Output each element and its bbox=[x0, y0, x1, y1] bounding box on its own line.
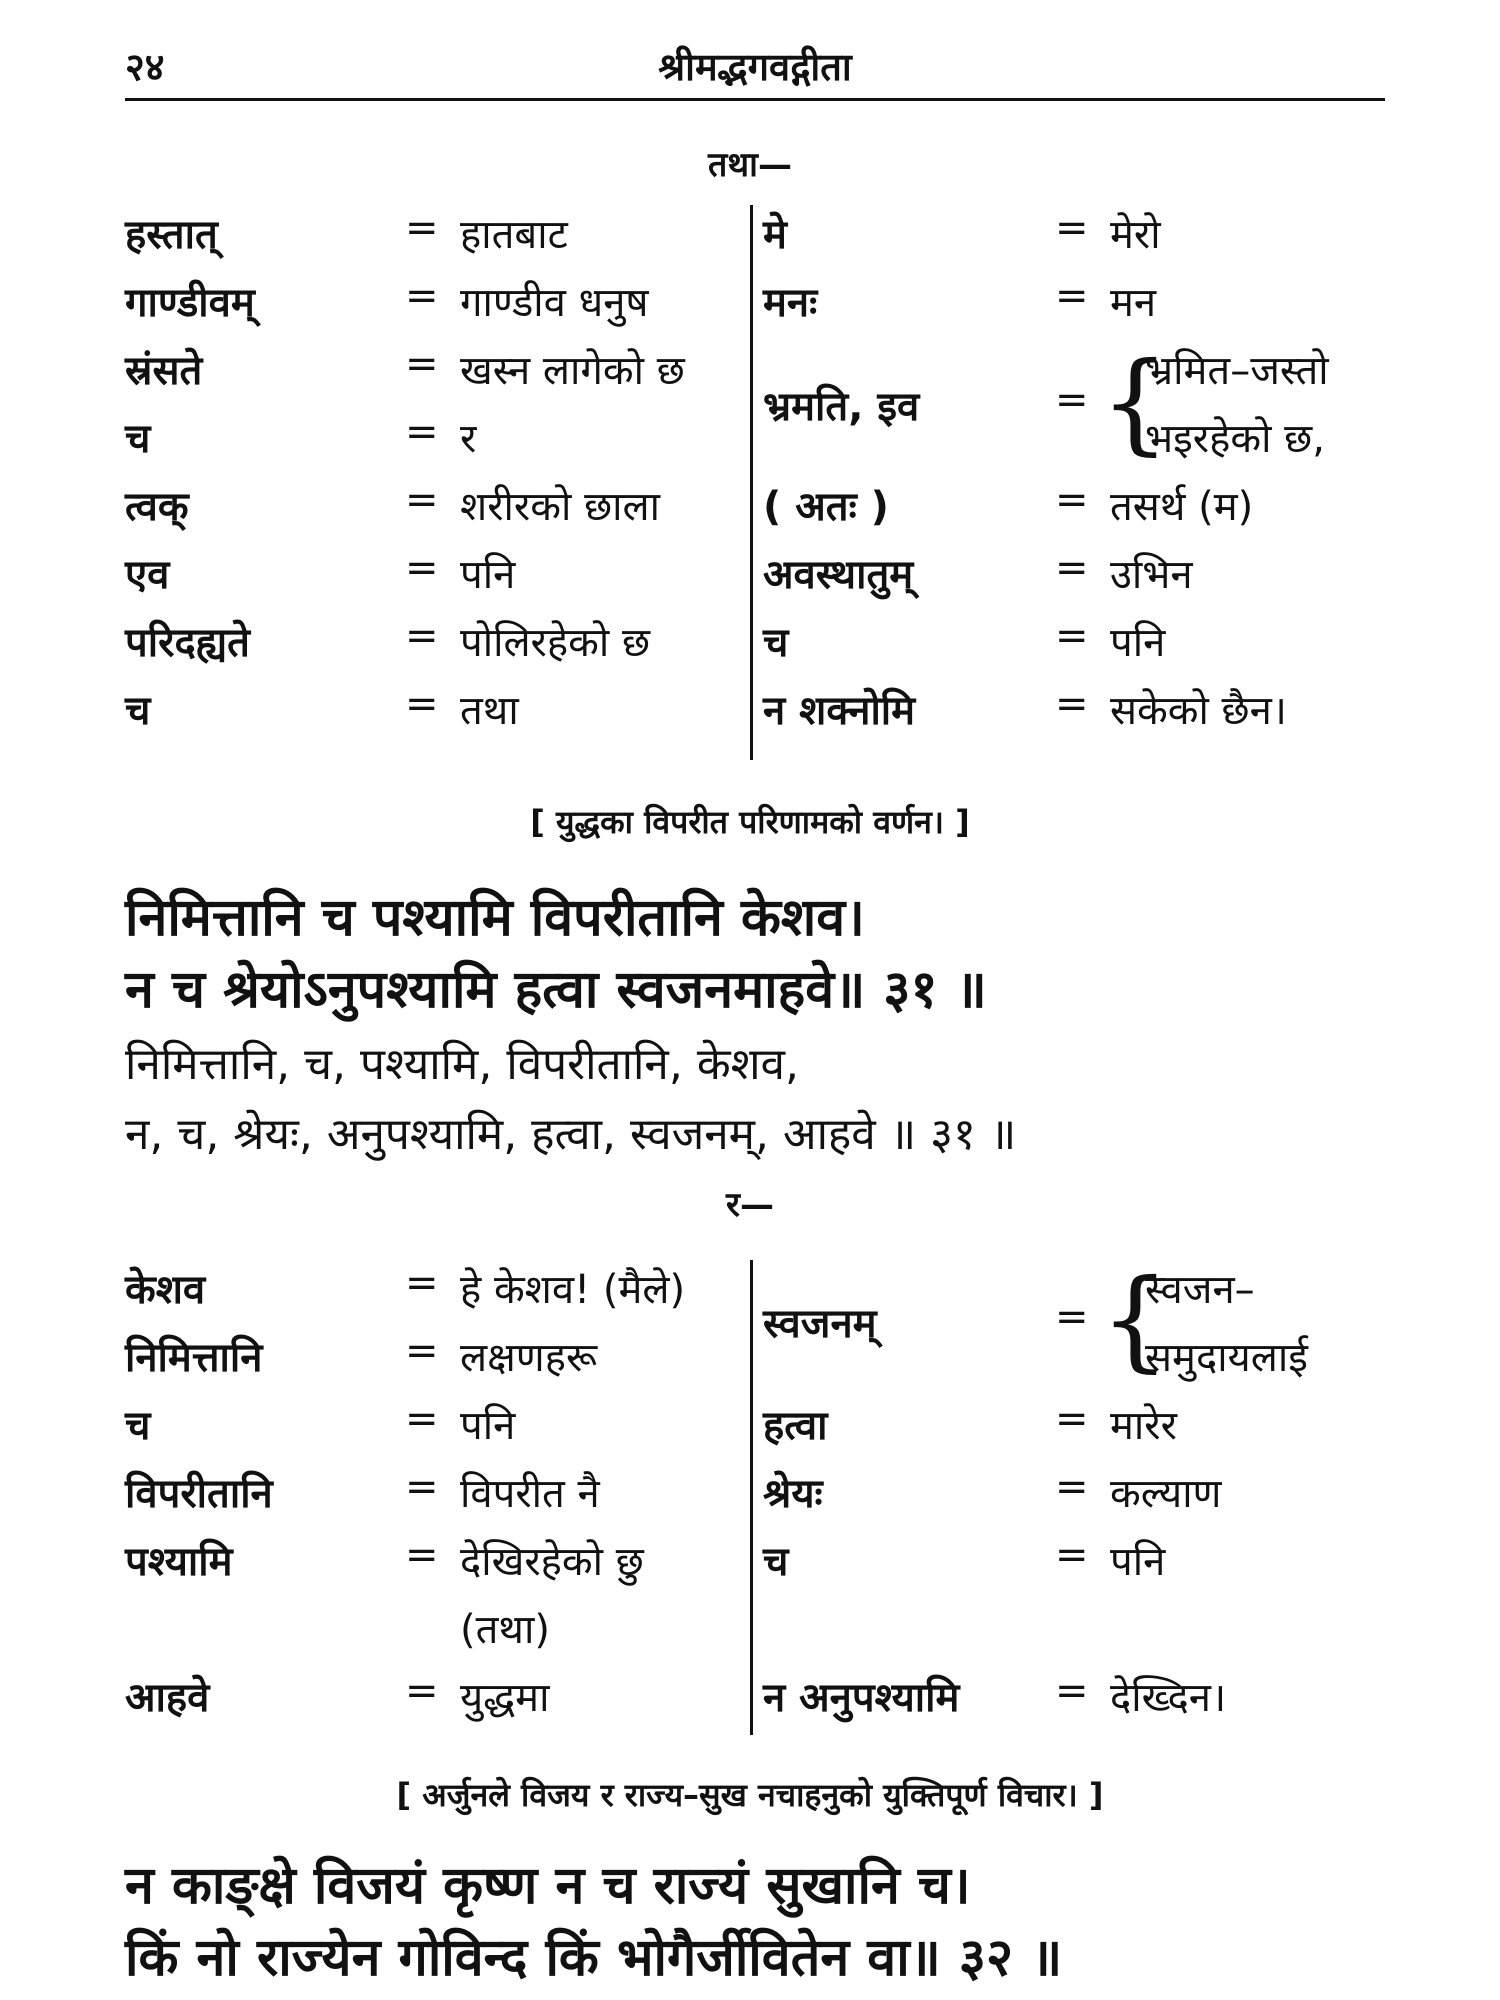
section2-intro: र— bbox=[726, 1185, 774, 1225]
page-number: २४ bbox=[125, 45, 165, 89]
sanskrit-word: न अनुपश्यामि bbox=[763, 1675, 960, 1721]
equals-sign: = bbox=[1055, 681, 1089, 727]
section-heading: [ अर्जुनले विजय र राज्य–सुख नचाहनुको युक्तिपूर्ण विचार। ] bbox=[396, 1776, 1104, 1814]
gloss-row bbox=[125, 1464, 1385, 1530]
running-title: श्रीमद्भगवद्गीता bbox=[658, 45, 852, 89]
equals-sign: = bbox=[1055, 205, 1089, 251]
sanskrit-word: विपरीतानि bbox=[125, 1471, 273, 1517]
nepali-meaning: हातबाट bbox=[460, 212, 568, 258]
nepali-meaning: युद्धमा bbox=[460, 1675, 550, 1721]
brace-mark: { bbox=[1100, 338, 1170, 466]
page-header bbox=[125, 40, 1385, 101]
gloss-row bbox=[125, 1396, 1385, 1462]
nepali-meaning: तथा bbox=[460, 688, 519, 734]
equals-sign: = bbox=[405, 409, 439, 455]
sanskrit-word: स्रंसते bbox=[125, 348, 203, 394]
equals-sign: = bbox=[1055, 613, 1089, 659]
sanskrit-word: च bbox=[125, 1403, 151, 1449]
nepali-meaning: देख्दिन। bbox=[1110, 1675, 1227, 1721]
nepali-meaning: हे केशव! (मैले) bbox=[460, 1267, 686, 1313]
sanskrit-word: निमित्तानि bbox=[125, 1335, 263, 1381]
equals-sign: = bbox=[405, 1260, 439, 1306]
equals-sign: = bbox=[1055, 1294, 1089, 1340]
sanskrit-word: एव bbox=[125, 552, 170, 598]
sanskrit-word: च bbox=[125, 688, 151, 734]
sanskrit-word: हस्तात् bbox=[125, 212, 218, 258]
sanskrit-word: च bbox=[763, 1539, 789, 1585]
sanskrit-word: केशव bbox=[125, 1267, 206, 1313]
sanskrit-word: हत्वा bbox=[763, 1403, 828, 1449]
gloss-row bbox=[125, 1668, 1385, 1734]
equals-sign: = bbox=[405, 1464, 439, 1510]
equals-sign: = bbox=[1055, 545, 1089, 591]
equals-sign: = bbox=[405, 477, 439, 523]
equals-sign: = bbox=[1055, 273, 1089, 319]
equals-sign: = bbox=[405, 1396, 439, 1442]
gloss-table-1 bbox=[125, 205, 1385, 760]
section1-intro: तथा— bbox=[708, 145, 792, 185]
gloss-row bbox=[125, 1532, 1385, 1598]
sanskrit-word: मे bbox=[763, 212, 787, 258]
nepali-meaning: भ्रमित–जस्तो bbox=[1145, 348, 1329, 394]
sanskrit-word: पश्यामि bbox=[125, 1539, 233, 1585]
gloss-table-2 bbox=[125, 1255, 1385, 1735]
nepali-meaning: स्वजन– bbox=[1145, 1267, 1255, 1313]
sanskrit-word: मनः bbox=[763, 280, 818, 326]
nepali-meaning: पनि bbox=[1110, 620, 1166, 666]
equals-sign: = bbox=[405, 613, 439, 659]
nepali-meaning: मेरो bbox=[1110, 212, 1161, 258]
gloss-row bbox=[125, 545, 1385, 611]
equals-sign: = bbox=[1055, 1396, 1089, 1442]
nepali-meaning: खस्न लागेको छ bbox=[460, 348, 685, 394]
sanskrit-word: आहवे bbox=[125, 1675, 210, 1721]
sanskrit-word: भ्रमति, इव bbox=[763, 384, 920, 430]
sanskrit-word: गाण्डीवम् bbox=[125, 280, 255, 326]
equals-sign: = bbox=[405, 1532, 439, 1578]
gloss-row bbox=[125, 477, 1385, 543]
nepali-meaning: सकेको छैन। bbox=[1110, 688, 1287, 734]
sanskrit-word: च bbox=[125, 416, 151, 462]
sanskrit-word: श्रेयः bbox=[763, 1471, 823, 1517]
sanskrit-word: परिदह्यते bbox=[125, 620, 250, 666]
nepali-meaning: पनि bbox=[460, 552, 516, 598]
gloss-row bbox=[125, 1600, 1385, 1666]
equals-sign: = bbox=[405, 341, 439, 387]
equals-sign: = bbox=[1055, 477, 1089, 523]
word-split-line: निमित्तानि, च, पश्यामि, विपरीतानि, केशव, bbox=[125, 1039, 799, 1090]
nepali-meaning: मारेर bbox=[1110, 1403, 1177, 1449]
nepali-meaning: कल्याण bbox=[1110, 1471, 1222, 1517]
gloss-row bbox=[125, 273, 1385, 339]
equals-sign: = bbox=[405, 681, 439, 727]
sanskrit-word: च bbox=[763, 620, 789, 666]
section-heading: [ युद्धका विपरीत परिणामको वर्णन। ] bbox=[530, 803, 970, 841]
equals-sign: = bbox=[405, 205, 439, 251]
nepali-meaning: पनि bbox=[460, 1403, 516, 1449]
nepali-meaning: देखिरहेको छु bbox=[460, 1539, 644, 1585]
sanskrit-word: न शक्नोमि bbox=[763, 688, 916, 734]
gloss-row bbox=[125, 613, 1385, 679]
equals-sign: = bbox=[405, 545, 439, 591]
sanskrit-word: ( अतः ) bbox=[763, 484, 889, 530]
nepali-meaning: शरीरको छाला bbox=[460, 484, 660, 530]
equals-sign: = bbox=[1055, 1532, 1089, 1578]
word-split-line: न, च, श्रेयः, अनुपश्यामि, हत्वा, स्वजनम्, आहवे ॥ ३१ ॥ bbox=[125, 1109, 1017, 1160]
nepali-meaning: पोलिरहेको छ bbox=[460, 620, 650, 666]
equals-sign: = bbox=[1055, 1668, 1089, 1714]
brace-mark: { bbox=[1100, 1255, 1170, 1383]
verse-line: किं नो राज्येन गोविन्द किं भोगैर्जीवितेन वा॥ ३२ ॥ bbox=[125, 1928, 1063, 1988]
equals-sign: = bbox=[1055, 1464, 1089, 1510]
nepali-meaning: विपरीत नै bbox=[460, 1471, 600, 1517]
verse-line: न काङ्क्षे विजयं कृष्ण न च राज्यं सुखानि च। bbox=[125, 1856, 971, 1916]
nepali-meaning: लक्षणहरू bbox=[460, 1335, 598, 1381]
gloss-row bbox=[125, 681, 1385, 747]
equals-sign: = bbox=[1055, 377, 1089, 423]
equals-sign: = bbox=[405, 1668, 439, 1714]
nepali-meaning: उभिन bbox=[1110, 552, 1193, 598]
verse-line: निमित्तानि च पश्यामि विपरीतानि केशव। bbox=[125, 888, 865, 948]
equals-sign: = bbox=[405, 1328, 439, 1374]
gloss-row bbox=[125, 205, 1385, 271]
nepali-meaning: गाण्डीव धनुष bbox=[460, 280, 649, 326]
verse-line: न च श्रेयोऽनुपश्यामि हत्वा स्वजनमाहवे॥ ३१ ॥ bbox=[125, 960, 987, 1020]
nepali-meaning-continued: (तथा) bbox=[460, 1607, 550, 1653]
nepali-meaning: र bbox=[460, 416, 477, 462]
sanskrit-word: त्वक् bbox=[125, 484, 189, 530]
nepali-meaning: मन bbox=[1110, 280, 1157, 326]
equals-sign: = bbox=[405, 273, 439, 319]
nepali-meaning: समुदायलाई bbox=[1145, 1335, 1308, 1381]
sanskrit-word: अवस्थातुम् bbox=[763, 552, 914, 598]
sanskrit-word: स्वजनम् bbox=[763, 1301, 877, 1347]
nepali-meaning: तसर्थ (म) bbox=[1110, 484, 1254, 530]
nepali-meaning: पनि bbox=[1110, 1539, 1166, 1585]
nepali-meaning: भइरहेको छ, bbox=[1145, 416, 1325, 462]
